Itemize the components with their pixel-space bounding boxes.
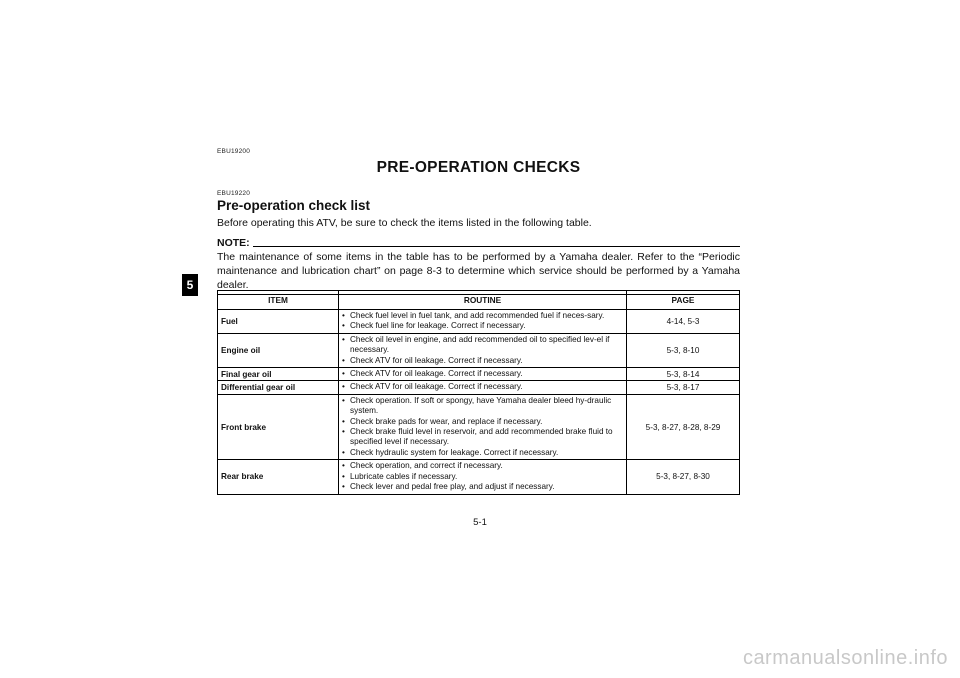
row-page: 5-3, 8-10 xyxy=(627,333,740,367)
row-item: Engine oil xyxy=(218,333,339,367)
table-row xyxy=(218,394,740,459)
row-item: Front brake xyxy=(218,394,339,459)
subsection-code: EBU19220 xyxy=(217,190,251,197)
routine-step: • Check operation. If soft or spongy, have Yamaha dealer bleed hy-draulic system. xyxy=(342,396,623,417)
page-number: 5-1 xyxy=(473,517,487,528)
check-list-table xyxy=(217,290,740,495)
note-text: The maintenance of some items in the table has to be performed by a Yamaha dealer. Refer to the “Periodic maintenance and lubrication chart” on page 8-3 to determine which service should be performed by a Yamaha dealer. xyxy=(217,251,740,292)
table-row xyxy=(218,381,740,394)
routine-step: • Check oil level in engine, and add recommended oil to specified lev-el if necessary. xyxy=(342,335,623,356)
table-row xyxy=(218,310,740,334)
section-code: EBU19200 xyxy=(217,148,251,155)
section-title: Pre-operation check list xyxy=(217,198,371,213)
header-item: ITEM xyxy=(218,291,339,310)
routine-step: • Check brake pads for wear, and replace if necessary. xyxy=(342,417,623,427)
header-routine: ROUTINE xyxy=(339,291,627,310)
routine-step: • Check hydraulic system for leakage. Correct if necessary. xyxy=(342,448,623,458)
intro-text: Before operating this ATV, be sure to check the items listed in the following table. xyxy=(217,217,592,229)
note-label: NOTE: xyxy=(217,237,250,249)
row-item: Differential gear oil xyxy=(218,381,339,394)
row-item: Rear brake xyxy=(218,460,339,494)
row-item: Final gear oil xyxy=(218,368,339,381)
row-routine xyxy=(339,394,627,459)
page-title: PRE-OPERATION CHECKS xyxy=(376,159,581,176)
row-routine xyxy=(339,381,627,394)
row-item: Fuel xyxy=(218,310,339,334)
chapter-tab: 5 xyxy=(182,274,198,296)
table-row xyxy=(218,460,740,494)
row-page: 5-3, 8-17 xyxy=(627,381,740,394)
row-page: 5-3, 8-14 xyxy=(627,368,740,381)
row-routine xyxy=(339,368,627,381)
site-watermark: carmanualsonline.info xyxy=(742,647,948,669)
table-row xyxy=(218,368,740,381)
table-row xyxy=(218,333,740,367)
row-page: 5-3, 8-27, 8-28, 8-29 xyxy=(627,394,740,459)
row-routine xyxy=(339,310,627,334)
routine-step: • Check ATV for oil leakage. Correct if necessary. xyxy=(342,369,623,379)
row-page: 4-14, 5-3 xyxy=(627,310,740,334)
page-content xyxy=(217,146,740,295)
routine-step: • Check brake fluid level in reservoir, and add recommended brake fluid to specified level if necessary. xyxy=(342,427,623,448)
routine-step: • Check operation, and correct if necessary. xyxy=(342,461,623,471)
routine-step: • Lubricate cables if necessary. xyxy=(342,472,623,482)
routine-step: • Check ATV for oil leakage. Correct if necessary. xyxy=(342,356,623,366)
routine-step: • Check lever and pedal free play, and adjust if necessary. xyxy=(342,482,623,492)
routine-step: • Check ATV for oil leakage. Correct if necessary. xyxy=(342,382,623,392)
routine-step: • Check fuel line for leakage. Correct if necessary. xyxy=(342,321,623,331)
row-routine xyxy=(339,333,627,367)
row-routine xyxy=(339,460,627,494)
routine-step: • Check fuel level in fuel tank, and add recommended fuel if neces-sary. xyxy=(342,311,623,321)
note-header xyxy=(217,237,740,249)
header-page: PAGE xyxy=(627,291,740,310)
row-page: 5-3, 8-27, 8-30 xyxy=(627,460,740,494)
table-header-row xyxy=(218,291,740,310)
note-rule xyxy=(253,246,740,247)
